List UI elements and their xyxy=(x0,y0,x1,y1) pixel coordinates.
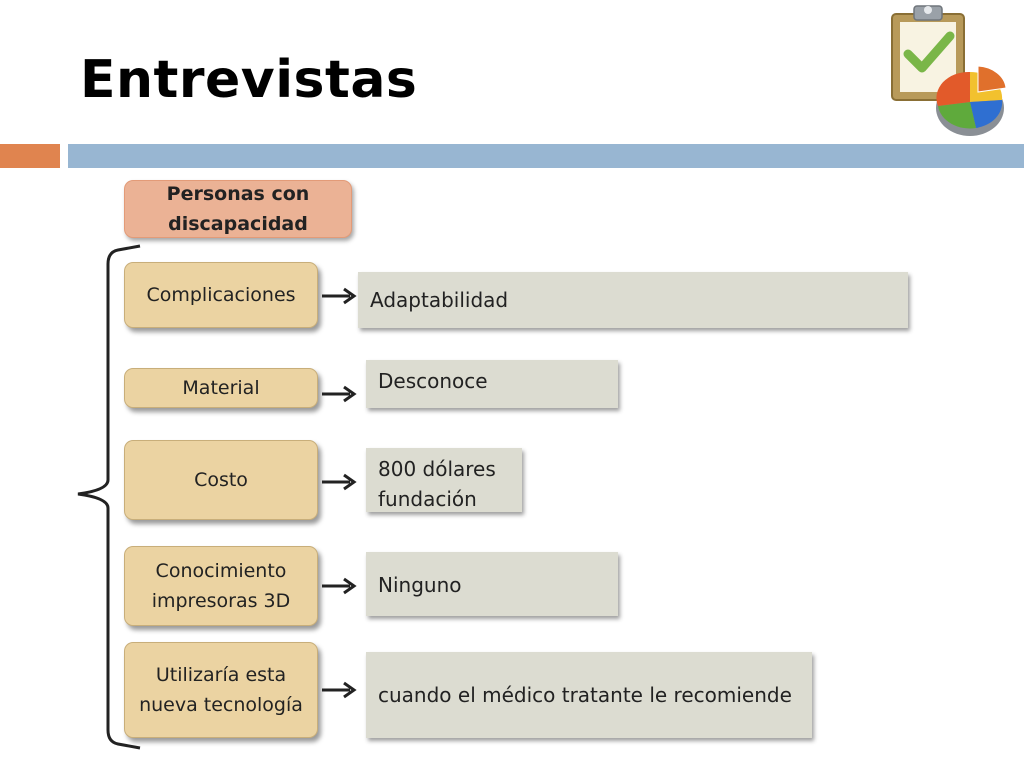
accent-bar-orange xyxy=(0,144,60,168)
pie-chart-icon xyxy=(932,62,1012,142)
answer-box-costo: 800 dólares fundación xyxy=(366,448,522,512)
arrow-icon xyxy=(320,286,360,306)
answer-box-ninguno: Ninguno xyxy=(366,552,618,616)
answer-box-recomiende: cuando el médico tratante le recomiende xyxy=(366,652,812,738)
answer-box-adaptabilidad: Adaptabilidad xyxy=(358,272,908,328)
category-box-utilizaria: Utilizaría esta nueva tecnología xyxy=(124,642,318,738)
arrow-icon xyxy=(320,576,360,596)
answer-box-desconoce: Desconoce xyxy=(366,360,618,408)
header-box xyxy=(124,180,352,238)
page-title: Entrevistas xyxy=(80,50,418,110)
arrow-icon xyxy=(320,384,360,404)
accent-bar-blue xyxy=(68,144,1024,168)
category-box-complicaciones: Complicaciones xyxy=(124,262,318,328)
category-box-conocimiento: Conocimiento impresoras 3D xyxy=(124,546,318,626)
header-label: Personas con discapacidad xyxy=(166,183,310,235)
arrow-icon xyxy=(320,680,360,700)
arrow-icon xyxy=(320,472,360,492)
category-box-material: Material xyxy=(124,368,318,408)
category-box-costo: Costo xyxy=(124,440,318,520)
